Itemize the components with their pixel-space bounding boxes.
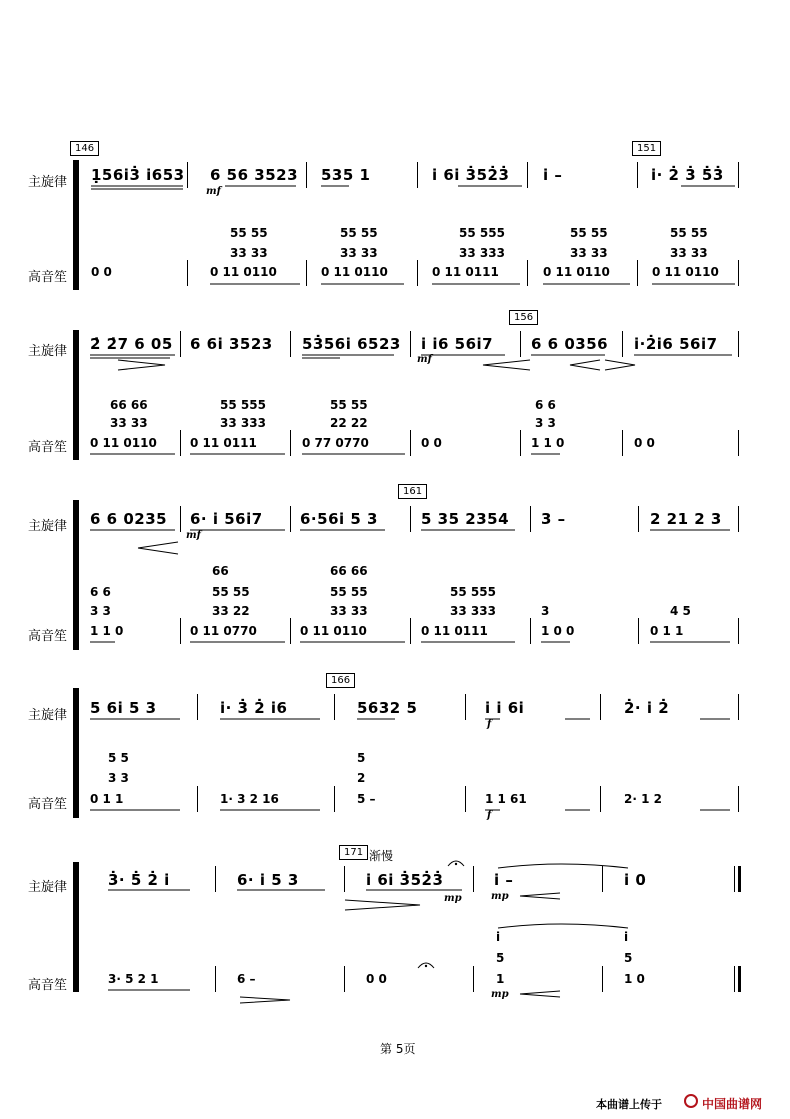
- sheng-measure: 0 11 0111: [190, 436, 257, 450]
- melody-measure: 6 6 0235: [90, 510, 168, 528]
- sheng-measure: 0 1 1: [650, 624, 684, 638]
- melody-measure: 5632 5: [357, 699, 418, 717]
- melody-measure: 2̇· i 2̇: [624, 699, 670, 717]
- sheng-measure: 0 0: [634, 436, 655, 450]
- sheng-measure: 33 333: [220, 416, 266, 430]
- measure-number: 161: [398, 484, 427, 499]
- melody-measure: i 6i 3̇52̇3̇: [432, 166, 510, 184]
- sheng-measure: 55 55: [330, 398, 368, 412]
- sheng-measure: 1: [496, 972, 505, 986]
- melody-measure: 5 35 2354: [421, 510, 510, 528]
- sheng-measure: 66 66: [110, 398, 148, 412]
- dynamic-mark: mf: [186, 530, 201, 541]
- part-label-sheng: 高音笙: [28, 978, 68, 993]
- sheng-measure: 2: [357, 771, 366, 785]
- sheng-measure: 0 11 0110: [90, 436, 157, 450]
- sheng-measure: 5: [357, 751, 366, 765]
- sheng-measure: 0 11 0110: [652, 265, 719, 279]
- sheng-measure: 55 55: [340, 226, 378, 240]
- sheng-measure: 0 0: [91, 265, 112, 279]
- melody-measure: 2 21 2 3: [650, 510, 722, 528]
- melody-measure: 6· i 56i7: [190, 510, 263, 528]
- sheng-measure: 55 55: [670, 226, 708, 240]
- dynamic-mark: f: [487, 810, 492, 821]
- part-label-melody: 主旋律: [28, 344, 68, 359]
- sheng-measure: 33 33: [110, 416, 148, 430]
- sheng-measure: 3: [541, 604, 550, 618]
- part-label-sheng: 高音笙: [28, 797, 68, 812]
- melody-measure: i· 2̇ 3̇ 5̇3̇: [651, 166, 724, 184]
- site-logo-icon: [684, 1094, 698, 1108]
- melody-measure: 6 6 0356: [531, 335, 609, 353]
- dynamic-mark: mp: [444, 893, 462, 904]
- melody-measure: i·2̇i6 56i7: [634, 335, 718, 353]
- site-name: 中国曲谱网: [702, 1097, 763, 1111]
- sheng-measure: 55 55: [230, 226, 268, 240]
- sheng-measure: 22 22: [330, 416, 368, 430]
- measure-number: 146: [70, 141, 99, 156]
- sheng-measure: i: [624, 930, 629, 944]
- tempo-marking: 渐慢: [369, 849, 394, 863]
- sheng-measure: 33 33: [570, 246, 608, 260]
- sheng-measure: 33 33: [330, 604, 368, 618]
- melody-measure: i i 6i: [485, 699, 525, 717]
- sheng-measure: 4 5: [670, 604, 691, 618]
- dynamic-mark: mp: [491, 891, 509, 902]
- melody-measure: i –: [543, 166, 563, 184]
- sheng-measure: 3· 5 2 1: [108, 972, 159, 986]
- part-label-sheng: 高音笙: [28, 270, 68, 285]
- sheng-measure: 5: [624, 951, 633, 965]
- sheng-measure: 0 1 1: [90, 792, 124, 806]
- sheng-measure: 5 –: [357, 792, 376, 806]
- sheng-measure: 0 11 0110: [321, 265, 388, 279]
- melody-measure: 535 1: [321, 166, 371, 184]
- sheng-measure: 0 77 0770: [302, 436, 369, 450]
- sheng-measure: 33 33: [670, 246, 708, 260]
- sheng-measure: 6 6: [90, 585, 111, 599]
- sheng-measure: 55 55: [330, 585, 368, 599]
- sheng-measure: 0 11 0111: [421, 624, 488, 638]
- sheng-measure: 33 333: [459, 246, 505, 260]
- sheng-measure: 55 55: [212, 585, 250, 599]
- sheng-measure: 1 1 0: [90, 624, 124, 638]
- melody-measure: 6·56i 5 3: [300, 510, 378, 528]
- sheng-measure: 5 5: [108, 751, 129, 765]
- melody-measure: 5 6i 5 3: [90, 699, 157, 717]
- sheng-measure: 0 0: [366, 972, 387, 986]
- sheng-measure: 1 0: [624, 972, 645, 986]
- sheng-measure: 2· 1 2: [624, 792, 662, 806]
- sheng-measure: 0 11 0110: [543, 265, 610, 279]
- page-number: 第 5页: [380, 1042, 416, 1056]
- sheng-measure: 0 0: [421, 436, 442, 450]
- sheng-measure: 55 555: [220, 398, 266, 412]
- dynamic-mark: mp: [491, 989, 509, 1000]
- melody-measure: 6 56 3523: [210, 166, 299, 184]
- melody-measure: 3 –: [541, 510, 566, 528]
- sheng-measure: 55 555: [459, 226, 505, 240]
- sheng-measure: 33 33: [230, 246, 268, 260]
- part-label-melody: 主旋律: [28, 175, 68, 190]
- sheng-measure: 3 3: [90, 604, 111, 618]
- sheng-measure: 6 –: [237, 972, 256, 986]
- part-label-sheng: 高音笙: [28, 629, 68, 644]
- melody-measure: 1̣56i3̇ i653: [91, 166, 185, 184]
- sheng-measure: 1 1 61: [485, 792, 527, 806]
- measure-number: 156: [509, 310, 538, 325]
- sheng-measure: 0 11 0111: [432, 265, 499, 279]
- melody-measure: i 0: [624, 871, 647, 889]
- sheng-measure: 3 3: [535, 416, 556, 430]
- sheng-measure: 33 33: [340, 246, 378, 260]
- melody-measure: 53̇56i 6523: [302, 335, 401, 353]
- melody-measure: i· 3̇ 2̇ i6: [220, 699, 288, 717]
- sheng-measure: 0 11 0110: [300, 624, 367, 638]
- part-label-melody: 主旋律: [28, 519, 68, 534]
- sheng-measure: 3 3: [108, 771, 129, 785]
- melody-measure: 6· i 5 3: [237, 871, 299, 889]
- measure-number: 151: [632, 141, 661, 156]
- melody-measure: 3̇· 5̇ 2̇ i: [108, 871, 170, 889]
- melody-measure: i i6 56i7: [421, 335, 494, 353]
- sheng-measure: 33 333: [450, 604, 496, 618]
- upload-credit: 本曲谱上传于: [596, 1098, 662, 1111]
- melody-measure: i 6i 3̇52̇3̇: [366, 871, 444, 889]
- dynamic-mark: mf: [417, 354, 432, 365]
- sheng-measure: 33 22: [212, 604, 250, 618]
- sheng-measure: 0 11 0770: [190, 624, 257, 638]
- part-label-melody: 主旋律: [28, 708, 68, 723]
- sheng-measure: i: [496, 930, 501, 944]
- sheng-measure: 1· 3 2 16: [220, 792, 279, 806]
- sheng-measure: 55 55: [570, 226, 608, 240]
- dynamic-mark: f: [487, 719, 492, 730]
- sheng-measure: 0 11 0110: [210, 265, 277, 279]
- sheng-measure: 1 1 0: [531, 436, 565, 450]
- melody-measure: 2̇ 2̇7 6 05: [90, 335, 173, 353]
- part-label-melody: 主旋律: [28, 880, 68, 895]
- melody-measure: i –: [494, 871, 514, 889]
- sheng-measure: 5: [496, 951, 505, 965]
- part-label-sheng: 高音笙: [28, 440, 68, 455]
- measure-number: 171: [339, 845, 368, 860]
- sheng-measure: 66 66: [330, 564, 368, 578]
- sheng-measure: 6 6: [535, 398, 556, 412]
- melody-measure: 6 6i 3523: [190, 335, 273, 353]
- sheng-measure: 55 555: [450, 585, 496, 599]
- sheng-measure: 66: [212, 564, 229, 578]
- measure-number: 166: [326, 673, 355, 688]
- dynamic-mark: mf: [206, 186, 221, 197]
- sheng-measure: 1 0 0: [541, 624, 575, 638]
